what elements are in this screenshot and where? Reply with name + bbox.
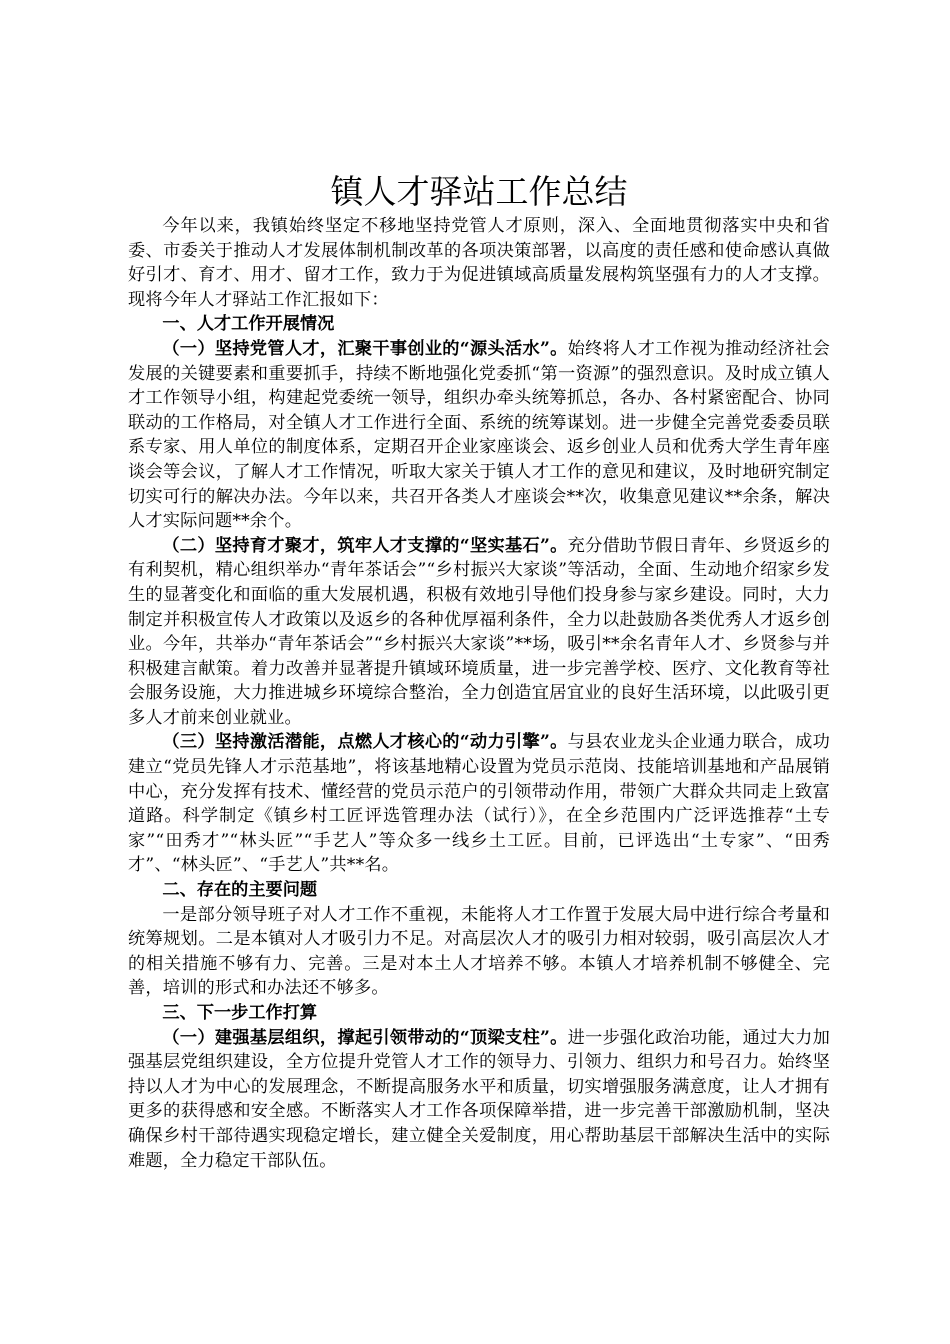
item-text: 进一步强化政治功能，通过大力加强基层党组织建设，全方位提升党管人才工作的领导力、引领力、组织力和号召力。始终坚持以人才为中心的发展理念，不断提高服务水平和质量，切实增强服务满意度，让人才拥有更多的获得感和安全感。不断落实人才工作各项保障举措，进一步完善干部激励机制，坚决确保乡村干部待遇实现稳定增长，建立健全关爱制度，用心帮助基层干部解决生活中的实际难题，全力稳定干部队伍。 [128, 1027, 830, 1171]
section-heading-2: 二、存在的主要问题 [162, 880, 318, 901]
section1-item-3 [128, 730, 830, 878]
item-lead: （二）坚持育才聚才，筑牢人才支撑的“坚实基石”。 [162, 535, 568, 556]
item-lead: （一）建强基层组织，撑起引领带动的“顶梁支柱”。 [162, 1027, 568, 1048]
intro-paragraph: 今年以来，我镇始终坚定不移地坚持党管人才原则，深入、全面地贯彻落实中央和省委、市委关于推动人才发展体制机制改革的各项决策部署，以高度的责任感和使命感认真做好引才、育才、用才、留才工作，致力于为促进镇域高质量发展构筑坚强有力的人才支撑。现将今年人才驿站工作汇报如下： [128, 216, 830, 310]
document-page [128, 170, 830, 1173]
section3-item-1 [128, 1026, 830, 1174]
section-heading-1: 一、人才工作开展情况 [162, 314, 335, 335]
item-lead: （一）坚持党管人才，汇聚干事创业的“源头活水”。 [162, 338, 568, 359]
document-title: 镇人才驿站工作总结 [330, 172, 628, 211]
item-text: 始终将人才工作视为推动经济社会发展的关键要素和重要抓手，持续不断地强化党委抓“第一资源”的强烈意识。及时成立镇人才工作领导小组，构建起党委统一领导，组织办牵头统筹抓总，各办、各村紧密配合、协同联动的工作格局，对全镇人才工作进行全面、系统的统筹谋划。进一步健全完善党委委员联系专家、用人单位的制度体系，定期召开企业家座谈会、返乡创业人员和优秀大学生青年座谈会等会议，了解人才工作情况，听取大家关于镇人才工作的意见和建议，及时地研究制定切实可行的解决办法。今年以来，共召开各类人才座谈会**次，收集意见建议**余条，解决人才实际问题**余个。 [128, 338, 830, 532]
item-text: 充分借助节假日青年、乡贤返乡的有利契机，精心组织举办“青年茶话会”“乡村振兴大家谈”等活动，全面、生动地介绍家乡发生的显著变化和面临的重大发展机遇，积极有效地引导他们投身参与家乡建设。同时，大力制定并积极宣传人才政策以及返乡的各种优厚福利条件，全力以赴鼓励各类优秀人才返乡创业。今年，共举办“青年茶话会”“乡村振兴大家谈”**场，吸引**余名青年人才、乡贤参与并积极建言献策。着力改善并显著提升镇域环境质量，进一步完善学校、医疗、文化教育等社会服务设施，大力推进城乡环境综合整治，全力创造宜居宜业的良好生活环境，以此吸引更多人才前来创业就业。 [128, 535, 830, 728]
section2-paragraph: 一是部分领导班子对人才工作不重视，未能将人才工作置于发展大局中进行综合考量和统筹规划。二是本镇对人才吸引力不足。对高层次人才的吸引力相对较弱，吸引高层次人才的相关措施不够有力、完善。三是对本土人才培养不够。本镇人才培养机制不够健全、完善，培训的形式和办法还不够多。 [128, 904, 830, 999]
item-text: 与县农业龙头企业通力联合，成功建立“党员先锋人才示范基地”，将该基地精心设置为党员示范岗、技能培训基地和产品展销中心，充分发挥有技术、懂经营的党员示范户的引领带动作用，带领广大群众共同走上致富道路。科学制定《镇乡村工匠评选管理办法（试行）》，在全乡范围内广泛评选推荐“土专家”“田秀才”“林头匠”“手艺人”等众多一线乡土工匠。目前，已评选出“土专家”、“田秀才”、“林头匠”、“手艺人”共**名。 [128, 732, 830, 876]
section1-item-1 [128, 337, 830, 534]
item-lead: （三）坚持激活潜能，点燃人才核心的“动力引擎”。 [162, 732, 568, 753]
section-heading-3: 三、下一步工作打算 [162, 1003, 318, 1023]
section1-item-2 [128, 534, 830, 731]
